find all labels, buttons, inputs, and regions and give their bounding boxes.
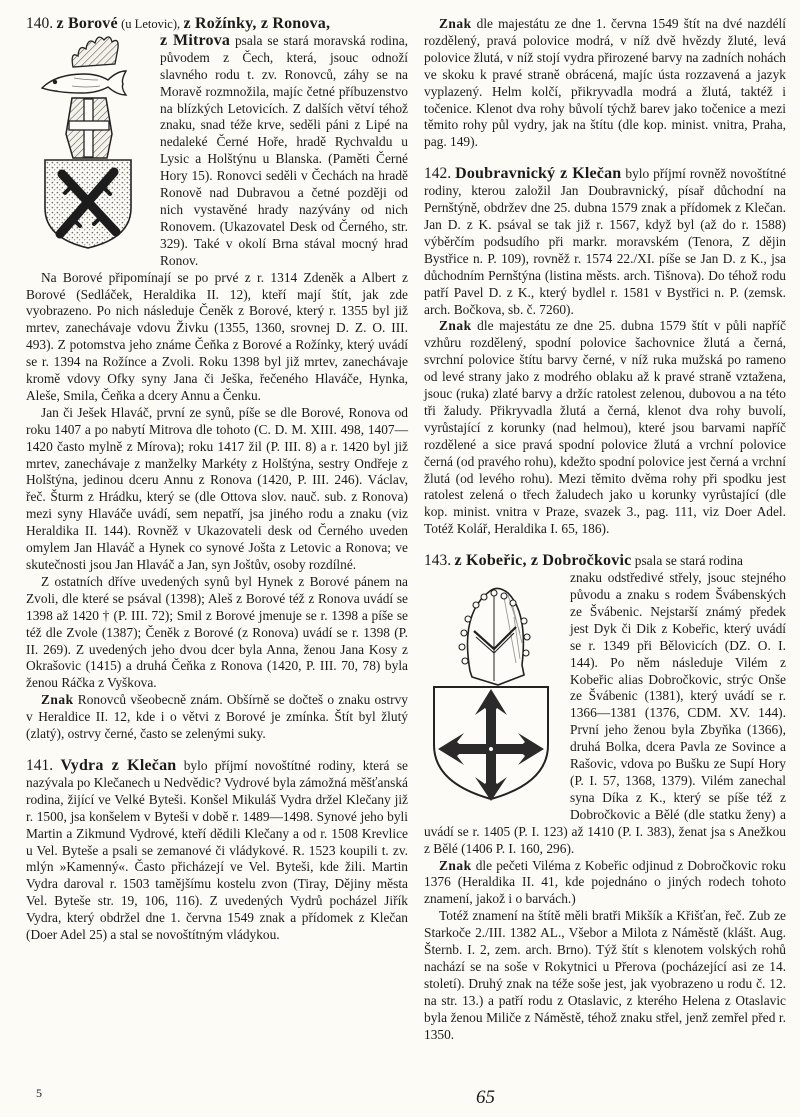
entry-140-paragraph-1: z Mitrova psala se stará moravská rodina, původem z Čech, která, jsouc odnoží slavného rodu t. zv. Ronovců, záhy se na Moravě rozmnožila, majíc četné příbuzenstvo na blízkých Letovicích. Z dalších větví téhož znaku, snad téže krve, seděli páni z Lipé na nedaleké Černé Hoře, hradě Rychvaldu u Lysic a Holštýnu u Blanska. (Paměti Černé Hory 15). Ronovci seděli v Čechách na hradě Ronově nad Dubravou a četné později od nich vystavěné hrady nazývány od nich Ronovem. (Ukazovatel Desk od Černého, str. 329). Také v okolí Brna stával mocný hrad Ronov. xyxy=(160,31,408,268)
printer-signature-mark: 5 xyxy=(36,1086,42,1100)
entry-number: 142. xyxy=(424,165,452,183)
blazon-label: Znak xyxy=(41,692,74,708)
left-column xyxy=(26,16,408,1076)
entry-143-heading: 143. z Kobeřic, z Dobročkovic psala se stará rodina xyxy=(424,552,743,570)
entry-number: 140. xyxy=(26,15,54,32)
entry-140-paragraph-2: Na Borové připomínají se po prvé z r. 1314 Zdeněk a Albert z Borové (Sedláček, Heraldika II. 12), kteří mají štít, jak zde vyobrazeno. Po nich následuje Čeněk z Borové, který r. 1355 byl již mrtev, zanechávaje vdovu Živku (1355, 1360, srovnej D. Z. O. III. 493). Z potomstva jeho známe Čeňka z Borové a Rožínky, který uvádí se r. 1394 na Rožínce a Zvoli. Roku 1398 byl již mrtev, zanechávaje kromě vdovy Ofky syny Jana či Ješka, řečeného Hlaváče, Hynka, Aleše, Smila, Čeňka a dcery Annu a Čenku. xyxy=(26,269,408,403)
entry-name: z Kobeřic, z Dobročkovic xyxy=(454,552,632,570)
entry-143-blazon-paragraph: Znak dle pečeti Viléma z Kobeřic odjinud z Dobročkovic roku 1376 (Heraldika II. 41, kde pojednáno o jiných rodech tohoto znamení, jakož i o barvách.) xyxy=(424,857,786,907)
entry-141-paragraph-1: 141. Vydra z Klečan bylo příjmí novoštítné rodiny, která se nazývala po Klečanech u Nedvědic? Vydrové byla zámožná měšťanská rodina, žijící ve Velké Byteši. Konšel Mikuláš Vydra držel Klečany již r. 1500, jsa konšelem v Byteši v době r. 1489—1498. Synové jeho byli Martin a Zikmund Vydrové, kteří dědili Klečany a od r. 1508 Krevlice u Vel. Byteše a psali se zemanové či vládykové. R. 1523 koupili t. zv. mlýn »Kamenný«. Často přicházejí ve Vel. Byteši, kde žili. Martin Vydra daroval r. 1503 tamějšímu kostelu zvon (Tiray, Dějiny města Vel. Byteše str. 19, 106, 116). Z uvedených Vydrů pocházel Jiřík Vydra, který obdržel dne 1. června 1549 znak a přídomek z Klečan (Doer Adel 25) a stal se novoštítným vládykou. xyxy=(26,756,408,943)
entry-name: Vydra z Klečan xyxy=(60,756,177,774)
entry-143-body xyxy=(424,570,786,1043)
entry-143 xyxy=(424,553,786,1043)
entry-141-blazon-paragraph: Znak dle majestátu ze dne 1. června 1549 štít na dvé nazdélí rozdělený, pravá polovice modrá, v níž dvě hvězdy žluté, levá polovice žlutá, v níž stojí vydra přirozené barvy na zadních nohách ve skoku k pravé straně obrácená, majíc ústa rozzavená a jazyk vyplazený. Helm kolčí, přikryvadla modrá a žlutá, taktéž i točenice. Klenot dva rohy bůvolí týchž barev jako točenice a mezi těmito rohy půl vydry, jak na štítu (dle kop. minist. vnitra, Praha, pag. 149). xyxy=(424,16,786,150)
entry-140-blazon-paragraph: Znak Ronovců všeobecně znám. Obšírně se dočteš o znaku ostrvy v Heraldice II. 12, kde i o větvi z Borové je zmínka. Štít byl žlutý (zlatý), ostrvy černé, často se zelenými suky. xyxy=(26,692,408,742)
page-number: 65 xyxy=(476,1087,495,1108)
entry-143-paragraph-1: znaku odstředivé střely, jsouc stejného původu a znaku s rodem Švábenských ze Švábenic. Nejstarší známý předek jest Dyk či Dik z Kobeřic, který uvádí se r. 1349 při Bělovicích (DZ. O. I. 144). Po něm následuje Vilém z Kobeřic alias Dobročkovic, strýc Onše ze Švábenic (1381), který uvádí se r. 1366—1381 (1376, CDM. XV. 144). První jeho ženou byla Zbyňka (1366), druhá Bolka, dcera Pavla ze Sovince a Rašovic, vdova po Bušku ze Supí Hory (P. I. 57, 1368, 1379). Vilém zanechal syna Díka z K., který se píše též z Dobročkovic a Bělé (dle statku ženy) a uvádí se r. 1405 (P. I. 123) až 1410 (P. I. 383), ženat jsa s Anežkou z Bělé (1406 P. I. 160, 296). xyxy=(424,570,786,856)
entry-name: z Borové xyxy=(56,15,118,32)
entry-140-paragraph-4: Z ostatních dříve uvedených synů byl Hynek z Borové pánem na Zvoli, dle které se psával (1398); Aleš z Borové též z Ronova uvádí se 1398 až 1420 † (P. III. 72); Smil z Borové jmenuje se r. 1398 a píše se též dle Zvole (1387); Čeněk z Borové (z Ronova) uvádí se r. 1398 (P. II. 269). Z uvedených jeho dvou dcer byla Anna, ženou Jana Kosy z Okrašovic (1415) a druhá Čeňka z Ronova (1420, P. III. 70, 78) byla ženou Ráčka z Vyškova. xyxy=(26,573,408,691)
entry-name-note: (u Letovic), xyxy=(121,17,181,31)
right-column xyxy=(424,16,786,1076)
blazon-label: Znak xyxy=(439,16,472,31)
entry-name: z Mitrova xyxy=(160,31,231,49)
entry-140-heading xyxy=(26,16,408,33)
entry-number: 141. xyxy=(26,756,54,774)
blazon-label: Znak xyxy=(439,318,472,334)
entry-143-paragraph-2: Totéž znamení na štítě měli bratři Mikšík a Křišťan, řeč. Zub ze Starkoče 2./III. 1382 AL., Všebor a Milota z Náměstě (klášt. Aug. Šternb. I. 2, zem. arch. Brno). Týž štít s klenotem volských rohů nachází se na soše v Rokytnici u Přerova (pocházející asi ze 14. století). Druhý znak na téže soše jest, jak vyobrazeno u rodu č. 12. na str. 13.) a patří rodu z Otaslavic, z kterého Helena z Otaslavic byla ženou Miliče z Náměstě, téhož znaku střel, jenž zemřel před r. 1350. xyxy=(424,908,786,1042)
coat-of-arms-koberic-figure xyxy=(424,573,558,805)
entry-number: 143. xyxy=(424,552,452,570)
entry-140-body xyxy=(26,33,408,743)
entry-142-paragraph-1: 142. Doubravnický z Klečan bylo příjmí rovněž novoštítné rodiny, kterou založil Jan Doubravnický, písař důchodní na Pernštýně, obdržev dne 25. dubna 1579 znak a přídomek z Klečan. Jan D. z K. psával se tak již r. 1567, když byl (až do r. 1588) výběrčím podsudího při markr. moravském (Tenora, Z dějin Bystřice n. P. 109), rovněž r. 1574 22./XI. píše se Jan D. z K., jsa důchodním Pernštýna (listina městs. arch. Tišnova). Do téhož rodu patří Pavel D. z K., který bydlel r. 1581 v Bystřici n. P. (zemsk. arch. Bočkova, sb. č. 7260). xyxy=(424,165,787,317)
entry-name: z Rožínky, z Ronova, xyxy=(183,15,331,32)
entry-140 xyxy=(26,16,408,743)
entry-142 xyxy=(424,166,786,538)
entry-142-blazon-paragraph: Znak dle majestátu ze dne 25. dubna 1579 štít v půli napříč vzhůru rozdělený, spodní polovice šachovnice žlutá a černá, svrchní polovice štítu barvy černé, v níž ruka mužská po rameno od levé strany jako z modrého oblaku až k pravé straně vztažena, jsouc (ruka) zlaté barvy a držíc ratolest zelenou, dubovou a na této tři žaludy. Přikryvadla žlutá a černá, klenot dva rohy buvolí, vyrůstající z korunky (nad helmou), které jsou barvami napříč rozdělené a sice pravá spodní polovice žlutá a vrchní polovice černá (od pravého rohu), kdežto spodní polovice jest černá a vrchní žlutá (od levého rohu). Mezi těmito dvěma rohy při spodku jest ratolest zelená o třech žaludech jako u korunky vyrůstající (dle kop. minist. vnitra v Praze, svazek 3., pag. 111, viz Doer Adel. Totéž Kolář, Heraldika I. 65, 186). xyxy=(424,318,786,537)
entry-140-paragraph-3: Jan či Ješek Hlaváč, první ze synů, píše se dle Borové, Ronova od roku 1407 a po nabytí Mitrova dle tohoto (C. D. M. XIII. 498, 1407—1420 často mylně z Mírova); roku 1417 žil (P. III. 8) a r. 1420 byl již mrtev, zanechávaje z manželky Markéty z Holštýna, sestry Ondřeje z Holštýna, jedinou dceru Annu z Ronova (1420, P. III. 246). Václav, řeč. Šturm z Hrádku, který se (dle Ottova slov. nauč. sub. z Ronova) mezi syny Hlaváče uvádí, sem nepatří, jsa jiného rodu a znaku (viz Heraldika II. 144). Rovněž v Ukazovateli desk od Černého uveden omylem Jan Hlaváč a Hynek co synové Jošta z Letovic a Ronova; ve skutečnosti jsou Jan Hlaváč a Jan, syn Joštův, osoby rozdílné. xyxy=(26,404,408,572)
blazon-label: Znak xyxy=(439,857,472,873)
entry-name: Doubravnický z Klečan xyxy=(455,165,622,183)
coat-of-arms-borove-figure xyxy=(26,36,148,250)
entry-141 xyxy=(26,758,408,944)
